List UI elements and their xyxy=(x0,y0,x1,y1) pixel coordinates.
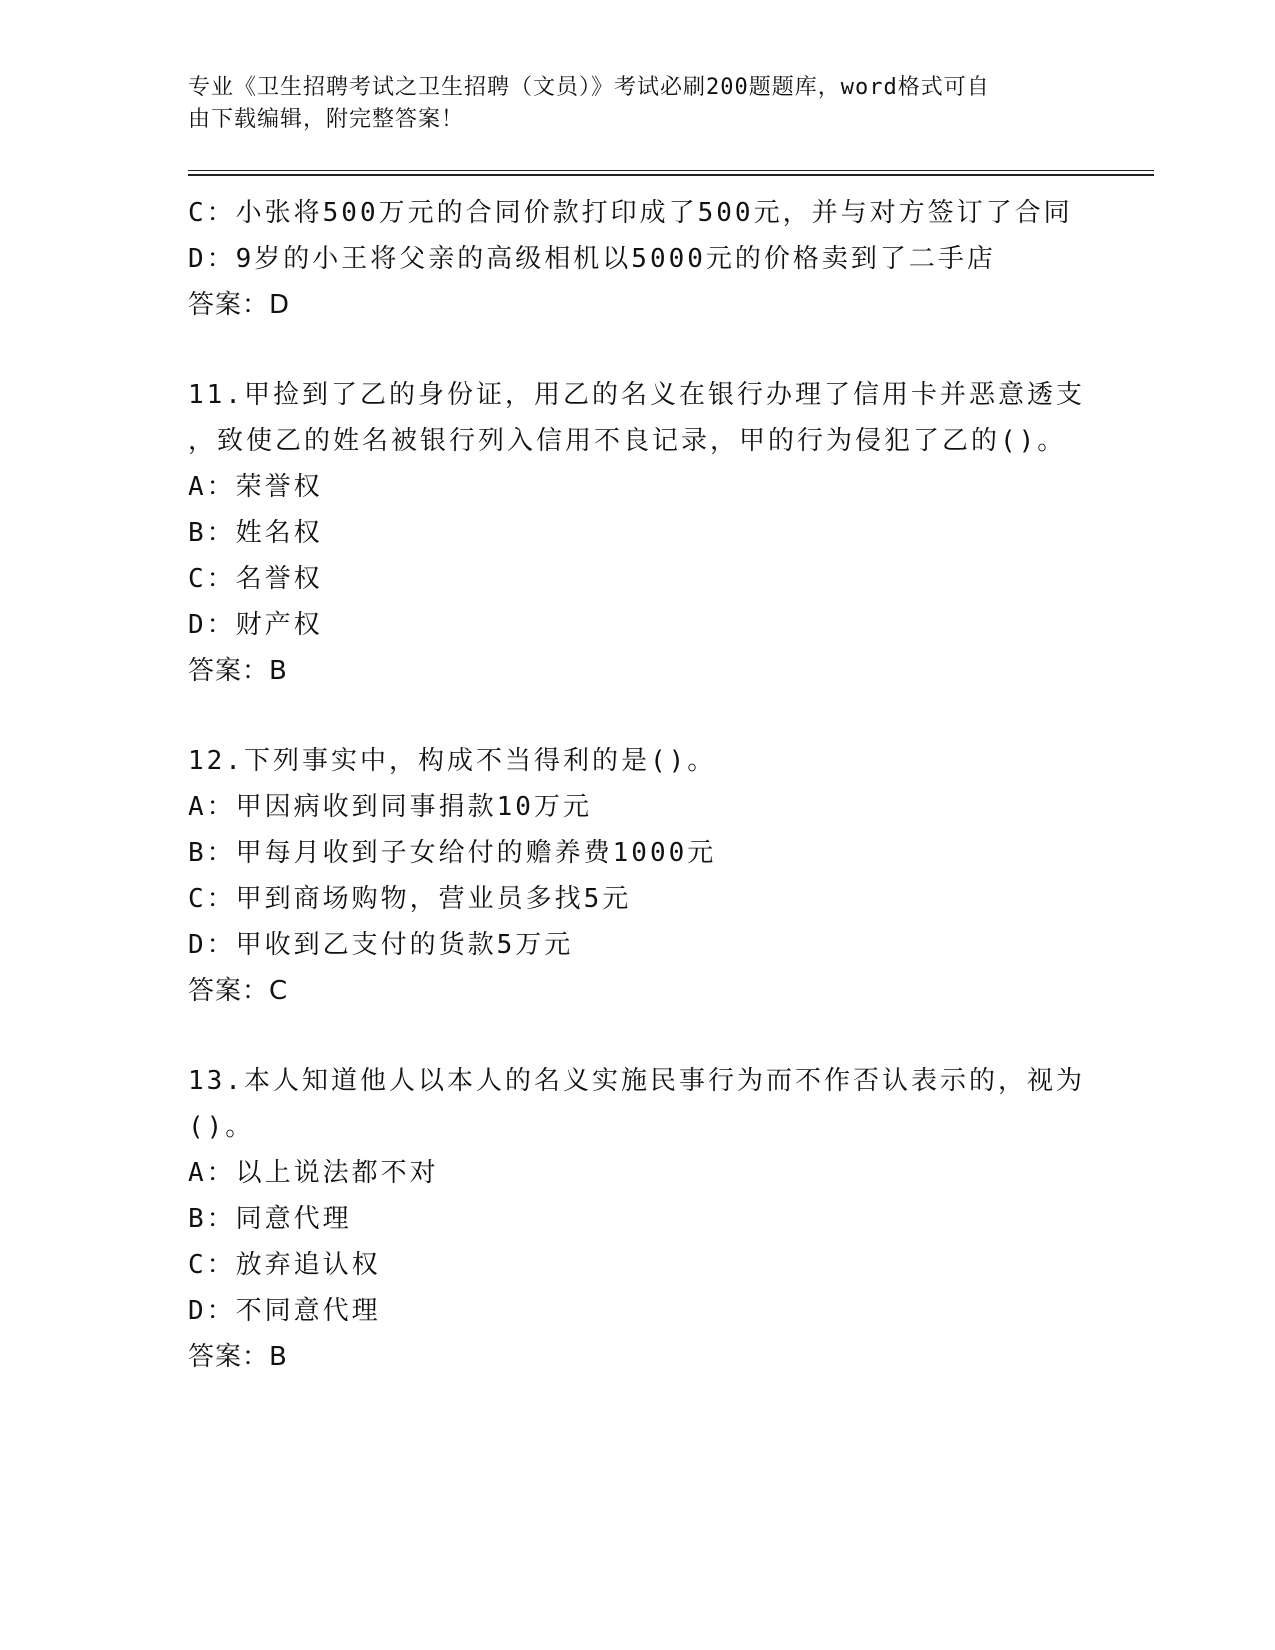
question-text-line-1: 12.下列事实中，构成不当得利的是()。 xyxy=(188,746,717,776)
answer-label: 答案：B xyxy=(188,1342,288,1372)
option-c: C：放弃追认权 xyxy=(188,1250,381,1280)
option-b: B：姓名权 xyxy=(188,518,323,548)
option-c: C：甲到商场购物，营业员多找5元 xyxy=(188,884,632,914)
option-b: B：同意代理 xyxy=(188,1204,352,1234)
option-c: C：名誉权 xyxy=(188,564,323,594)
question-13 xyxy=(188,1058,1088,1380)
header-line-2: 由下载编辑，附完整答案！ xyxy=(188,107,465,132)
header-rule-thin xyxy=(188,170,1154,171)
question-text-line-1: 11.甲捡到了乙的身份证，用乙的名义在银行办理了信用卡并恶意透支 xyxy=(188,380,1085,410)
answer-label: 答案：D xyxy=(188,290,291,320)
option-d: D：不同意代理 xyxy=(188,1296,381,1326)
header-line-1: 专业《卫生招聘考试之卫生招聘（文员）》考试必刷200题题库，word格式可自 xyxy=(188,75,990,100)
option-d: D：甲收到乙支付的货款5万元 xyxy=(188,930,574,960)
answer-label: 答案：C xyxy=(188,976,289,1006)
question-text-line-1: 13.本人知道他人以本人的名义实施民事行为而不作否认表示的，视为 xyxy=(188,1066,1085,1096)
spacer xyxy=(188,328,1088,372)
question-12 xyxy=(188,738,1088,1014)
option-a: A：甲因病收到同事捐款10万元 xyxy=(188,792,592,822)
question-10 xyxy=(188,190,1088,328)
answer-label: 答案：B xyxy=(188,656,288,686)
question-11 xyxy=(188,372,1088,694)
question-list xyxy=(188,190,1088,1380)
question-text-line-2: ()。 xyxy=(188,1112,255,1142)
option-d: D：财产权 xyxy=(188,610,323,640)
header-rule-thick xyxy=(188,174,1154,176)
option-c: C：小张将500万元的合同价款打印成了500元，并与对方签订了合同 xyxy=(188,198,1073,228)
option-a: A：以上说法都不对 xyxy=(188,1158,439,1188)
option-a: A：荣誉权 xyxy=(188,472,323,502)
spacer xyxy=(188,1014,1088,1058)
spacer xyxy=(188,694,1088,738)
option-d: D：9岁的小王将父亲的高级相机以5000元的价格卖到了二手店 xyxy=(188,244,996,274)
question-text-line-2: ，致使乙的姓名被银行列入信用不良记录，甲的行为侵犯了乙的()。 xyxy=(188,426,1067,456)
option-b: B：甲每月收到子女给付的赡养费1000元 xyxy=(188,838,717,868)
document-header xyxy=(188,72,1068,136)
